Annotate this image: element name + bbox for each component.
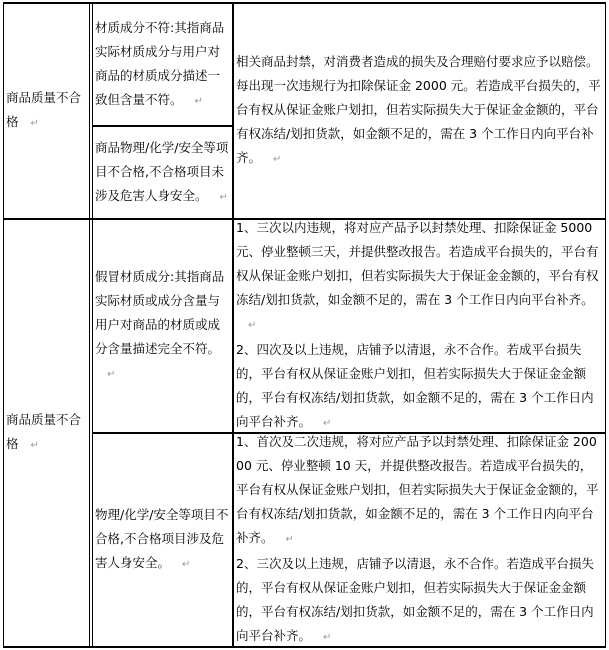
row2-sub2-penalty-item-2: 2、三次及以上违规，店铺予以清退，永不合作。若造成平台损失的，平台有权从保证金账户划扣，但若实际损失大于保证金金额的，平台有权冻结/划扣货款，如金额不足的，需在 3 个工作日内向平台补齐。 bbox=[236, 556, 594, 643]
row1-category-cell bbox=[4, 4, 89, 218]
row2-category: 商品质量不合格 bbox=[6, 412, 82, 451]
row2-sub2-description: 物理/化学/安全等项目不合格,不合格项目涉及危害人身安全。 bbox=[95, 507, 229, 570]
row2-sub2-penalty-item-1: 1、首次及二次违规，将对应产品予以封禁处理、扣除保证金 20000 元、停业整顿 10 天，并提供整改报告。若造成平台损失的，平台有权从保证金账户划扣，但若实际损失大于保证金金额的，平台有权冻结/划扣货款，如金额不足的，需在 3 个工作日内向平台补齐。 bbox=[236, 434, 599, 545]
row2-sub1-description-cell bbox=[93, 220, 232, 432]
row2-sub1-penalty-item-2: 2、四次及以上违规，店铺予以清退，永不合作。若成平台损失的，平台有权从保证金账户划扣，但若实际损失大于保证金金额的，平台有权冻结/划扣货款，如金额不足的，需在 3 个工作日内向平台补齐。 bbox=[236, 342, 594, 429]
row2-category-cell bbox=[4, 220, 89, 646]
row2-sub1-penalty-cell bbox=[234, 220, 605, 432]
row1-penalty-cell bbox=[234, 4, 605, 218]
row1-sub2-description: 商品物理/化学/安全等项目不合格,不合格项目未涉及危害人身安全。 bbox=[95, 139, 229, 203]
paragraph-mark-icon: ↵ bbox=[273, 154, 282, 165]
row2-sub1-penalty-item-1: 1、三次以内违规，将对应产品予以封禁处理、扣除保证金 5000 元、停业整顿三天，并提供整改报告。若造成平台损失的，平台有权从保证金账户划扣，但若实际损失大于保证金金额的，平台有权冻结/划扣货款，如金额不足的，需在 3 个工作日内向平台补齐。 bbox=[236, 220, 599, 307]
paragraph-mark-icon: ↵ bbox=[248, 320, 257, 331]
row1-sub2-description-cell bbox=[93, 127, 232, 218]
paragraph-mark-icon: ↵ bbox=[194, 95, 203, 107]
col1-right-border bbox=[89, 2, 90, 648]
row2-sub1-description: 假冒材质成分:其指商品实际材质或成分含量与用户对商品的材质或成分含量描述完全不符。 bbox=[95, 269, 225, 356]
row2-sub2-penalty-cell bbox=[234, 434, 605, 646]
row1-sub1-description: 材质成分不符:其指商品实际材质成分与用户对商品的材质成分描述一致但含量不符。 bbox=[95, 19, 225, 107]
paragraph-mark-icon: ↵ bbox=[323, 418, 332, 429]
paragraph-mark-icon: ↵ bbox=[323, 632, 332, 643]
paragraph-mark-icon: ↵ bbox=[107, 369, 116, 380]
table-right-border bbox=[605, 2, 606, 648]
paragraph-mark-icon: ↵ bbox=[285, 534, 294, 545]
row1-category: 商品质量不合格 bbox=[6, 90, 82, 129]
paragraph-mark-icon: ↵ bbox=[182, 559, 191, 570]
row2-sub2-description-cell bbox=[93, 434, 232, 646]
paragraph-mark-icon: ↵ bbox=[30, 118, 39, 129]
row1-penalty: 相关商品封禁，对消费者造成的损失及合理赔付要求应予以赔偿。每出现一次违规行为扣除保证金 2000 元。若造成平台损失的，平台有权从保证金账户划扣，但若实际损失大于保证金金额的，平台有权冻结/划扣货款，如金额不足的，需在 3 个工作日内向平台补齐。 bbox=[236, 54, 601, 165]
paragraph-mark-icon: ↵ bbox=[30, 440, 39, 451]
row1-sub1-description-cell bbox=[93, 4, 232, 125]
paragraph-mark-icon: ↵ bbox=[219, 191, 228, 203]
